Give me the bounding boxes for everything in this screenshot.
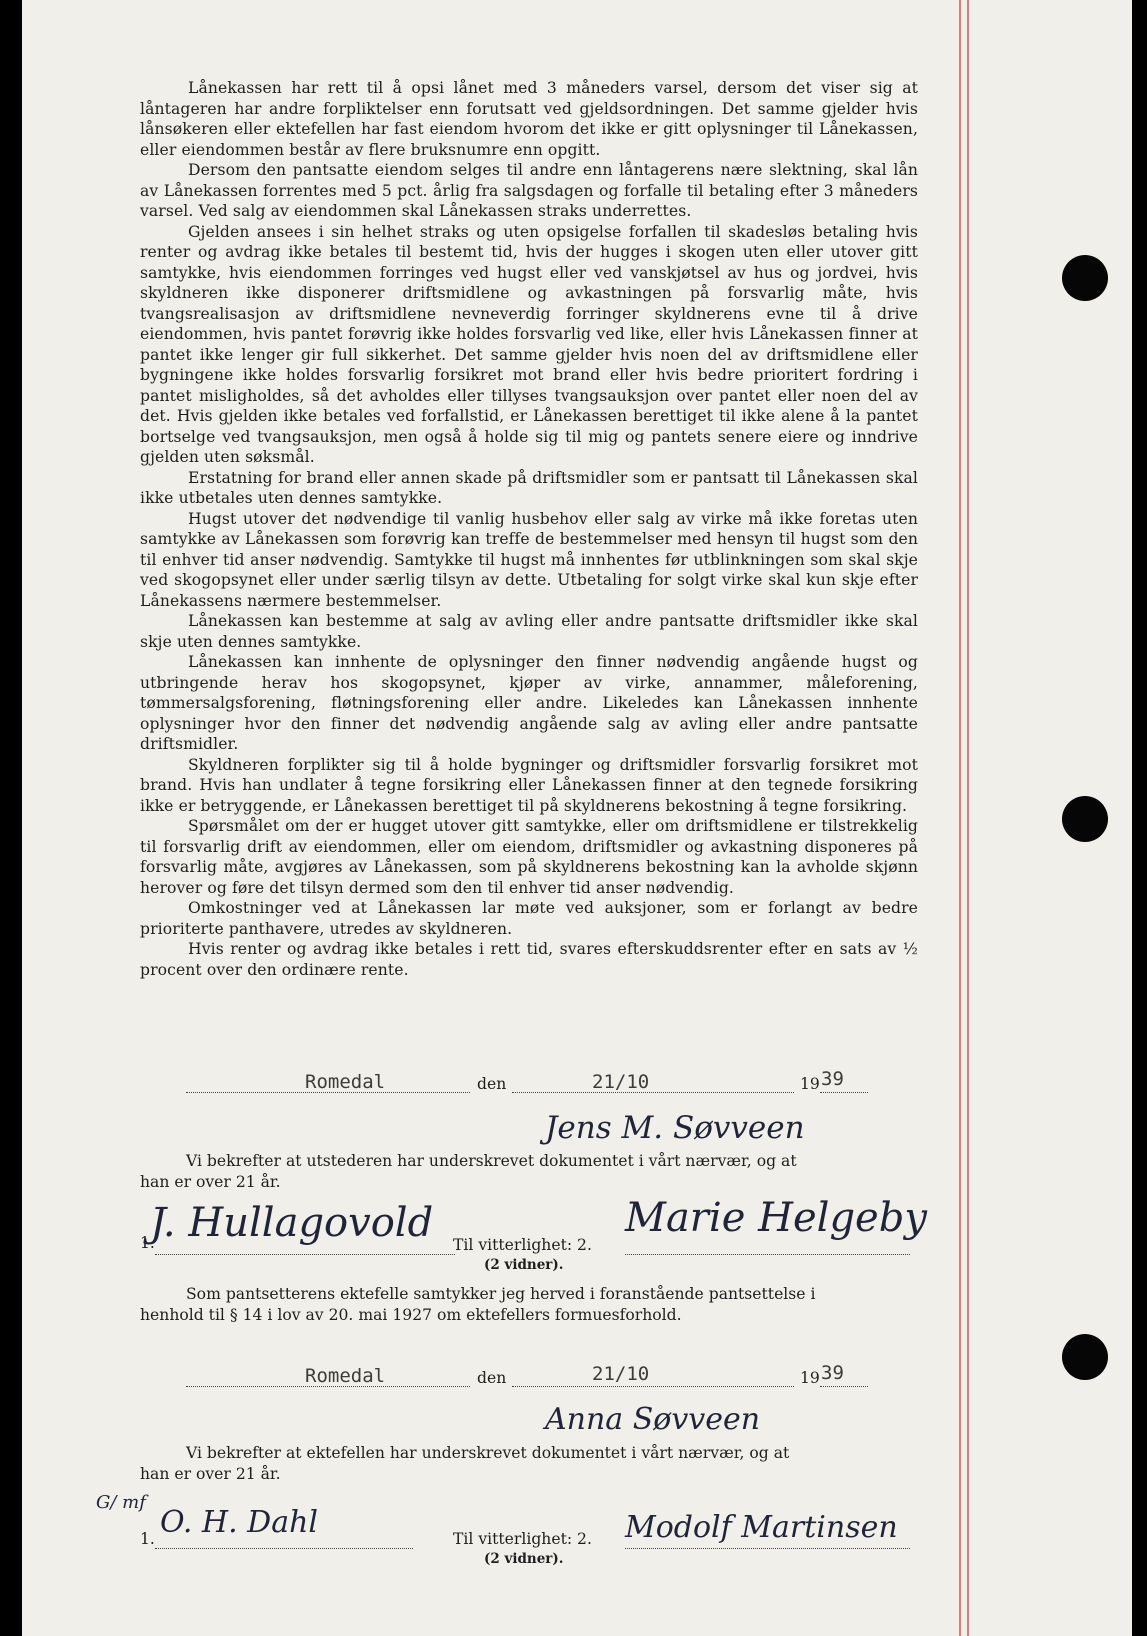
confirmation-text: Vi bekrefter at utstederen har underskrevet dokumentet i vårt nærvær, og at	[186, 1152, 797, 1170]
witness1-dotted-line	[155, 1254, 455, 1255]
year-prefix: 19	[800, 1369, 820, 1387]
year-dotted-line	[820, 1386, 868, 1387]
paragraph: Hugst utover det nødvendige til vanlig husbehov eller salg av virke må ikke foretas uten samtykke av Lånekassen som forøvrig kan treffe de bestemmelser med hensyn til hugst som den til enhver tid anser nødvendig. Samtykke til hugst må innhentes før utblinkningen som skal skje ved skogopsynet eller under særlig tilsyn av dette. Utbetaling for solgt virke skal kun skje efter Lånekassens nærmere bestemmelser.	[140, 509, 918, 610]
witness-label: Til vitterlighet: 2.	[453, 1530, 592, 1548]
consent-text: Som pantsetterens ektefelle samtykker jeg herved i foranstående pantsettelse i	[186, 1285, 816, 1303]
borrower-signature: Jens M. Søvveen	[545, 1110, 805, 1146]
margin-rule	[967, 0, 969, 1636]
confirmation-text: han er over 21 år.	[140, 1173, 281, 1191]
den-label: den	[477, 1075, 507, 1093]
year-prefix: 19	[800, 1075, 820, 1093]
punch-hole	[1062, 796, 1108, 842]
paragraph: Hvis renter og avdrag ikke betales i rett tid, svares efterskuddsrenter efter en sats av ½ procent over den ordinære rente.	[140, 940, 918, 979]
witness-number: 1.	[140, 1234, 155, 1252]
paragraph: Erstatning for brand eller annen skade på driftsmidler som er pantsatt til Lånekassen skal ikke utbetales uten dennes samtykke.	[140, 468, 918, 507]
consent-text: henhold til § 14 i lov av 20. mai 1927 om ektefellers formuesforhold.	[140, 1306, 682, 1324]
witness2-dotted-line	[625, 1548, 910, 1549]
spouse-signature: Anna Søvveen	[545, 1402, 761, 1437]
witness1-signature: O. H. Dahl	[160, 1505, 318, 1540]
paragraph: Omkostninger ved at Lånekassen lar møte ved auksjoner, som er forlangt av bedre prioriterte panthavere, utredes av skyldneren.	[140, 899, 918, 938]
terms-text	[140, 78, 918, 980]
witness2-signature: Marie Helgeby	[625, 1195, 927, 1241]
witness1-dotted-line	[155, 1548, 413, 1549]
vidner-note: (2 vidner).	[484, 1257, 564, 1273]
signing-place: Romedal	[305, 1071, 386, 1093]
signing-date: 21/10	[592, 1071, 650, 1093]
confirmation-text: Vi bekrefter at ektefellen har underskrevet dokumentet i vårt nærvær, og at	[186, 1444, 790, 1462]
signing-date: 21/10	[592, 1363, 650, 1385]
witness2-dotted-line	[625, 1254, 910, 1255]
paragraph: Lånekassen har rett til å opsi lånet med 3 måneders varsel, dersom det viser sig at låntageren har andre forpliktelser enn forutsatt ved gjeldsordningen. Det samme gjelder hvis lånsøkeren eller ektefellen har fast eiendom hvorom det ikke er gitt oplysninger til Lånekassen, eller eiendommen består av flere bruksnumre enn opgitt.	[140, 79, 918, 159]
witness2-signature: Modolf Martinsen	[625, 1510, 898, 1545]
vidner-note: (2 vidner).	[484, 1551, 564, 1567]
signing-place: Romedal	[305, 1365, 386, 1387]
year-suffix: 39	[821, 1362, 844, 1384]
punch-hole	[1062, 255, 1108, 301]
date-dotted-line	[512, 1386, 794, 1387]
date-dotted-line	[512, 1092, 794, 1093]
witness-number: 1.	[140, 1530, 155, 1548]
paragraph: Gjelden ansees i sin helhet straks og uten opsigelse forfallen til skadesløs betaling hvis renter og avdrag ikke betales til bestemt tid, hvis der hugges i skogen uten eller utover gitt samtykke, hvis eiendommen forringes ved hugst eller ved vanskjøtsel av hus og jordvei, hvis skyldneren ikke disponerer driftsmidlene og avkastningen på forsvarlig måte, hvis tvangsrealisasjon av driftsmidlene nevneverdig forringer skyldnerens evne til å drive eiendommen, hvis pantet forøvrig ikke holdes forsvarlig ved like, eller hvis Lånekassen finner at pantet ikke lenger gir full sikkerhet. Det samme gjelder hvis noen del av driftsmidlene eller bygningene ikke holdes forsvarlig forsikret mot brand eller hvis bedre prioritert fordring i pantet misligholdes, så det avholdes eller tillyses tvangsauksjon over pantet eller noen del av det. Hvis gjelden ikke betales ved forfallstid, er Lånekassen berettiget til ikke alene å la pantet bortselge ved tvangsauksjon, men også å holde sig til mig og pantets senere eiere og inndrive gjelden uten søksmål.	[140, 222, 918, 466]
witness1-signature: J. Hullagovold	[150, 1200, 434, 1246]
witness-label: Til vitterlighet: 2.	[453, 1236, 592, 1254]
paragraph: Dersom den pantsatte eiendom selges til andre enn låntagerens nære slektning, skal lån av Lånekassen forrentes med 5 pct. årlig fra salgsdagen og forfalle til betaling efter 3 måneders varsel. Ved salg av eiendommen skal Lånekassen straks underrettes.	[140, 161, 918, 220]
margin-note: G/ mf	[96, 1492, 146, 1513]
den-label: den	[477, 1369, 507, 1387]
margin-rule	[959, 0, 961, 1636]
year-dotted-line	[820, 1092, 868, 1093]
paragraph: Skyldneren forplikter sig til å holde bygninger og driftsmidler forsvarlig forsikret mot brand. Hvis han undlater å tegne forsikring eller Lånekassen finner at den tegnede forsikring ikke er betryggende, er Lånekassen berettiget til på skyldnerens bekostning å tegne forsikring.	[140, 755, 918, 815]
punch-hole	[1062, 1334, 1108, 1380]
year-suffix: 39	[821, 1068, 844, 1090]
confirmation-text: han er over 21 år.	[140, 1465, 281, 1483]
paragraph: Lånekassen kan bestemme at salg av avling eller andre pantsatte driftsmidler ikke skal skje uten dennes samtykke.	[140, 612, 918, 651]
paragraph: Lånekassen kan innhente de oplysninger den finner nødvendig angående hugst og utbringende herav hos skogopsynet, kjøper av virke, annammer, måleforening, tømmersalgsforening, fløtningsforening eller andre. Likeledes kan Lånekassen innhente oplysninger hvor den finner det nødvendig angående salg av avling eller andre pantsatte driftsmidler.	[140, 653, 918, 753]
paragraph: Spørsmålet om der er hugget utover gitt samtykke, eller om driftsmidlene er tilstrekkelig til forsvarlig drift av eiendommen, eller om eiendom, driftsmidler og avkastning disponeres på forsvarlig måte, avgjøres av Lånekassen, som på skyldnerens bekostning kan la avholde skjønn herover og føre det tilsyn dermed som den til enhver tid anser nødvendig.	[140, 817, 918, 897]
